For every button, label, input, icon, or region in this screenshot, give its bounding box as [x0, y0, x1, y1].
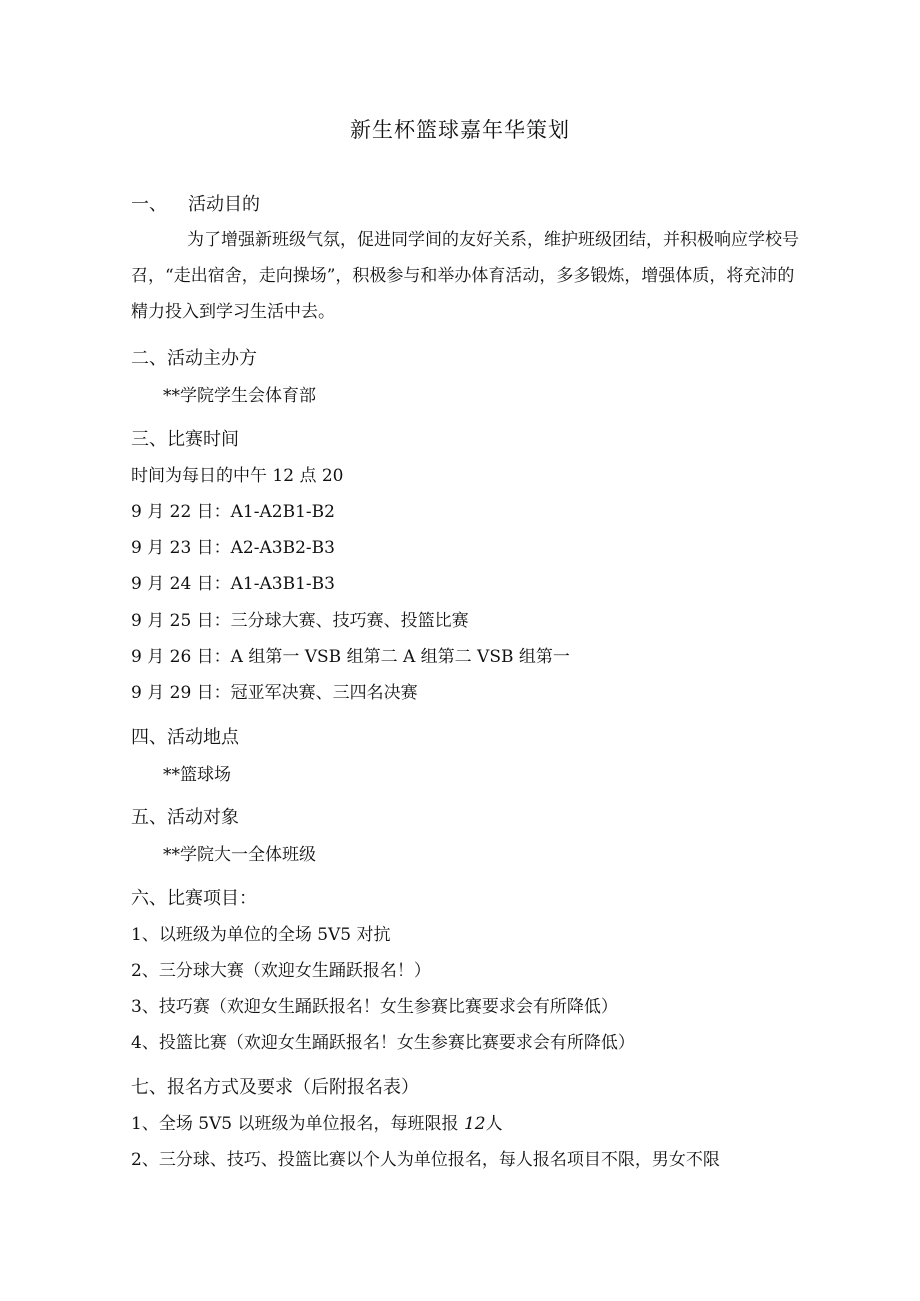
- section-1-number: 一、: [131, 194, 167, 215]
- section-4-heading: 四、活动地点: [131, 727, 239, 748]
- section-1-heading: [131, 190, 260, 216]
- schedule-item: 9 月 24 日：A1-A3B1-B3: [131, 574, 335, 594]
- signup-rule-1-limit: 12: [463, 1114, 486, 1134]
- event-item-3-label: 技巧赛（欢迎女生踊跃报名！女生参赛比赛要求会有所降低）: [158, 997, 618, 1017]
- event-item-4: [131, 1028, 635, 1053]
- section-7-heading: 七、报名方式及要求（后附报名表）: [131, 1077, 419, 1098]
- schedule-item: 9 月 26 日：A 组第一 VSB 组第二 A 组第二 VSB 组第一: [131, 647, 570, 667]
- schedule-item: 9 月 22 日：A1-A2B1-B2: [131, 502, 335, 522]
- event-item-3-number: 3、: [131, 997, 159, 1017]
- section-3-intro: 时间为每日的中午 12 点 20: [131, 466, 344, 486]
- section-4-body: **篮球场: [163, 765, 231, 785]
- section-3-heading: 三、比赛时间: [131, 429, 239, 450]
- event-item-2-label: 2、三分球大赛: [131, 961, 244, 981]
- signup-rule-1-unit: 人: [485, 1114, 503, 1134]
- event-item-2-note: （欢迎女生踊跃报名！）: [243, 961, 431, 981]
- event-item-2: [131, 956, 431, 981]
- schedule-item: 9 月 29 日：冠亚军决赛、三四名决赛: [131, 683, 418, 703]
- section-1-title: 活动目的: [188, 194, 260, 215]
- document-title: 新生杯篮球嘉年华策划: [350, 118, 570, 142]
- section-1-paragraph: 为了增强新班级气氛，促进同学间的友好关系，维护班级团结，并积极响应学校号召，“走出宿舍，走向操场”，积极参与和举办体育活动，多多锻炼，增强体质，将充沛的精力投入到学习生活中去。: [131, 230, 799, 322]
- section-5-heading: 五、活动对象: [131, 807, 239, 828]
- event-item-4-note: （欢迎女生踊跃报名！女生参赛比赛要求会有所降低）: [226, 1033, 635, 1053]
- section-2-body: **学院学生会体育部: [163, 386, 316, 406]
- signup-rule-2: 2、三分球、技巧、投篮比赛以个人为单位报名，每人报名项目不限，男女不限: [131, 1150, 720, 1170]
- section-5-body: **学院大一全体班级: [163, 845, 316, 865]
- signup-rule-1: [131, 1109, 503, 1134]
- schedule-item: 9 月 23 日：A2-A3B2-B3: [131, 538, 335, 558]
- event-item-3: [131, 992, 618, 1017]
- event-item-1: 1、以班级为单位的全场 5V5 对抗: [131, 925, 391, 945]
- event-item-4-label: 4、投篮比赛: [131, 1033, 227, 1053]
- schedule-item: 9 月 25 日：三分球大赛、技巧赛、投篮比赛: [131, 611, 469, 631]
- section-2-heading: 二、活动主办方: [131, 348, 257, 369]
- signup-rule-1-text: 1、全场 5V5 以班级为单位报名，每班限报: [131, 1114, 464, 1134]
- section-6-heading: 六、比赛项目：: [131, 888, 257, 909]
